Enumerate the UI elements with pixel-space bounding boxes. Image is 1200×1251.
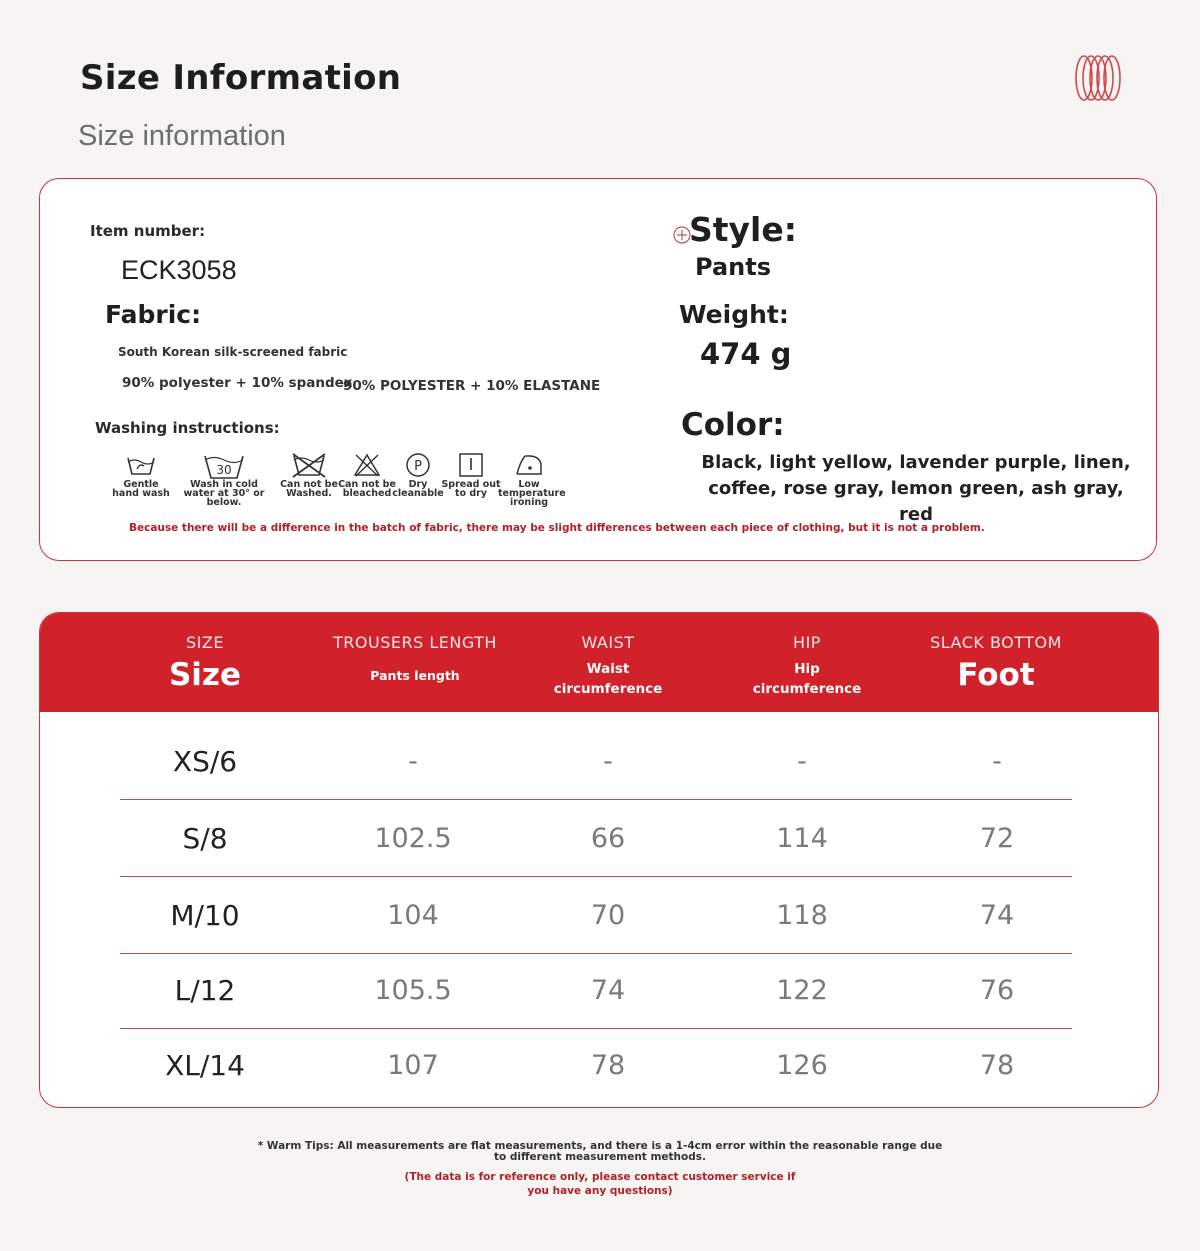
wash-caption: Dry cleanable <box>392 479 444 499</box>
fabric-label: Fabric: <box>105 300 202 329</box>
foot-cell: 78 <box>979 1050 1015 1081</box>
length-cell: 104 <box>387 900 439 931</box>
page-subtitle: Size information <box>78 120 286 152</box>
hip-cell: 114 <box>776 823 828 854</box>
table-row <box>120 878 1072 954</box>
size-cell: S/8 <box>182 822 228 855</box>
hip-cell: - <box>797 746 807 777</box>
color-line: coffee, rose gray, lemon green, ash gray, red <box>708 478 1124 525</box>
header-en: HIP <box>793 633 821 652</box>
fabric-composition-upper: 90% POLYESTER + 10% ELASTANE <box>343 378 601 394</box>
style-label: Style: <box>689 210 797 249</box>
row-divider <box>120 799 1072 801</box>
waist-cell: 66 <box>590 823 626 854</box>
length-cell: - <box>408 746 418 777</box>
table-header <box>40 613 1158 712</box>
header-en: TROUSERS LENGTH <box>333 633 497 652</box>
wash-caption: Can not be bleached <box>338 479 396 499</box>
header-en: WAIST <box>581 633 635 652</box>
table-row <box>120 724 1072 800</box>
foot-cell: 74 <box>979 900 1015 931</box>
table-row <box>120 953 1072 1029</box>
size-table <box>39 612 1159 1108</box>
item-number-value: ECK3058 <box>121 255 237 285</box>
length-cell: 102.5 <box>374 823 452 854</box>
hip-cell: 122 <box>776 975 828 1006</box>
color-list <box>700 450 1132 528</box>
foot-cell: - <box>992 746 1002 777</box>
wash-caption: Gentle hand wash <box>112 479 170 499</box>
row-divider <box>120 876 1072 878</box>
wash-caption: Can not be Washed. <box>280 479 338 499</box>
hip-cell: 126 <box>776 1050 828 1081</box>
low-iron-icon <box>498 452 566 508</box>
header-main: Pants length <box>370 668 460 683</box>
style-value: Pants <box>695 253 771 281</box>
color-label: Color: <box>681 407 785 443</box>
header-main: Waist circumference <box>553 661 663 697</box>
foot-cell: 76 <box>979 975 1015 1006</box>
length-cell: 107 <box>387 1050 439 1081</box>
rings-logo-icon <box>1070 52 1126 104</box>
weight-label: Weight: <box>679 300 789 329</box>
washing-icons <box>112 452 580 508</box>
length-cell: 105.5 <box>374 975 452 1006</box>
size-cell: L/12 <box>174 974 236 1007</box>
fabric-description: South Korean silk-screened fabric <box>118 345 348 359</box>
fabric-composition: 90% polyester + 10% spandex <box>122 375 353 391</box>
wash-30-icon <box>175 452 273 508</box>
warm-tips: * Warm Tips: All measurements are flat measurements, and there is a 1-4cm error within the reasonable range due to different measurement methods. <box>257 1140 943 1163</box>
hip-cell: 118 <box>776 900 828 931</box>
weight-value: 474 g <box>700 337 792 371</box>
header-en: SLACK BOTTOM <box>930 633 1062 652</box>
size-cell: XL/14 <box>165 1049 245 1082</box>
no-wash-icon <box>278 452 340 508</box>
table-row <box>120 801 1072 877</box>
dry-flat-icon <box>440 452 502 508</box>
gentle-hand-wash-icon <box>110 452 172 508</box>
dry-clean-letter: P <box>414 459 422 474</box>
waist-cell: - <box>603 746 613 777</box>
waist-cell: 78 <box>590 1050 626 1081</box>
wash-caption: Spread out to dry <box>441 479 501 499</box>
foot-cell: 72 <box>979 823 1015 854</box>
reference-note: (The data is for reference only, please contact customer service if you have any questions) <box>404 1171 796 1197</box>
header-en: SIZE <box>186 633 224 652</box>
washing-label: Washing instructions: <box>95 419 280 437</box>
page-title: Size Information <box>80 58 402 98</box>
wash-caption: Low temperature ironing <box>498 479 566 508</box>
item-number-label: Item number: <box>90 222 206 240</box>
waist-cell: 74 <box>590 975 626 1006</box>
fabric-batch-note: Because there will be a difference in the batch of fabric, there may be slight differences between each piece of clothing, but it is not a problem. <box>129 522 985 534</box>
size-cell: M/10 <box>170 899 240 932</box>
size-cell: XS/6 <box>172 745 238 778</box>
header-main: Size <box>168 657 242 693</box>
header-main: Hip circumference <box>752 661 862 697</box>
wash-caption: Wash in cold water at 30° or below. <box>183 479 265 508</box>
waist-cell: 70 <box>590 900 626 931</box>
color-line: Black, light yellow, lavender purple, linen, <box>701 452 1131 473</box>
wash-temperature: 30 <box>216 463 232 477</box>
table-row <box>120 1028 1072 1104</box>
header-main: Foot <box>957 657 1035 693</box>
